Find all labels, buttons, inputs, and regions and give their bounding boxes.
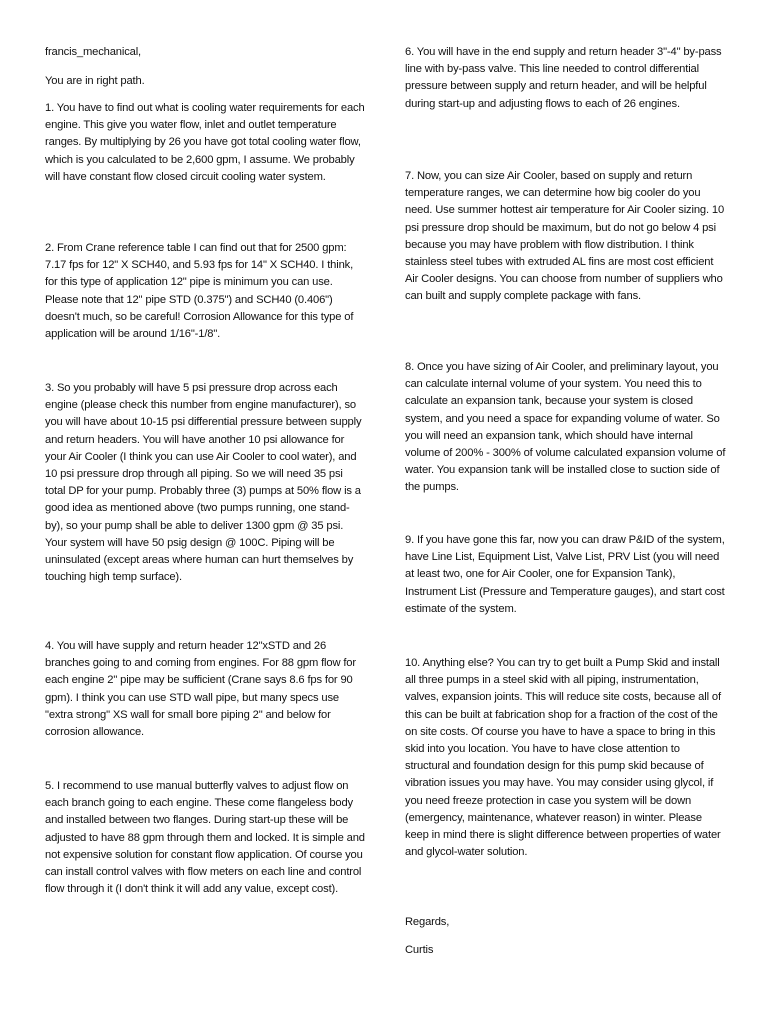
signature: Curtis	[405, 944, 434, 956]
point-5: 5. I recommend to use manual butterfly valves to adjust flow on each branch going to each engine. These come flangeless body and installed between two flanges. During start-up these will be adjusted to have 88 gpm through them and locked. It is simple and not expensive solution for constant flow application. Of course you can install control valves with flow meters on each line and control flow through it (I don't think it will add any value, except cost).	[45, 780, 365, 896]
point-4: 4. You will have supply and return header 12"xSTD and 26 branches going to and coming from engines. For 88 gpm flow for each engine 2" pipe may be sufficient (Crane says 8.6 fps for 90 gpm). I think you can use STD wall pipe, but many specs use "extra strong" XS wall for small bore piping 2" and below for corrosion allowance.	[45, 640, 356, 739]
point-8: 8. Once you have sizing of Air Cooler, and preliminary layout, you can calculate internal volume of your system. You need this to calculate an expansion tank, because your system is closed system, and you need a space for expanding volume of water. So you will need an expansion tank, which should have internal volume of 200% - 300% of volume calculated expansion volume of water. You expansion tank will be installed close to suction side of the pumps.	[405, 361, 726, 494]
point-1: 1. You have to find out what is cooling water requirements for each engine. This give you water flow, inlet and outlet temperature ranges. By multiplying by 26 you have got total cooling water flow, which is you calculated to be 2,600 gpm, I assume. We probably will have constant flow closed circuit cooling water system.	[45, 102, 365, 183]
greeting: francis_mechanical,	[45, 46, 142, 58]
closing: Regards,	[405, 916, 450, 928]
point-6: 6. You will have in the end supply and return header 3"-4" by-pass line with by-pass valve. This line needed to control differential pressure between supply and return header, and will be helpful during start-up and adjusting flows to each of 26 engines.	[405, 46, 722, 110]
point-2: 2. From Crane reference table I can find out that for 2500 gpm: 7.17 fps for 12" X SCH40, and 5.93 fps for 14" X SCH40. I think, for this type of application 12" pipe is minimum you can use. Please note that 12" pipe STD (0.375") and SCH40 (0.406") doesn't much, so be careful! Corrosion Allowance for this type of application will be around 1/16"-1/8".	[45, 242, 354, 341]
point-9: 9. If you have gone this far, now you can draw P&ID of the system, have Line List, Equipment List, Valve List, PRV List (you will need at least two, one for Air Cooler, one for Expansion Tank), Instrument List (Pressure and Temperature gauges), and start cost estimate of the system.	[405, 534, 725, 615]
point-3: 3. So you probably will have 5 psi pressure drop across each engine (please check this number from engine manufacturer), so you will have about 10-15 psi differential pressure between supply and return headers. You will have another 10 psi allowance for your Air Cooler (I think you can use Air Cooler to cool water), and 10 psi pressure drop through all piping. So we will need 35 psi total DP for your pump. Probably three (3) pumps at 50% flow is a good idea as mentioned above (two pumps running, one stand-by), so your pump shall be able to deliver 1300 gpm @ 35 psi. Your system will have 50 psig design @ 100C. Piping will be uninsulated (except areas where human can hurt themselves by touching high temp surface).	[45, 382, 362, 584]
intro-line: You are in right path.	[45, 75, 145, 87]
point-7: 7. Now, you can size Air Cooler, based on supply and return temperature ranges, we can determine how big cooler do you need. Use summer hottest air temperature for Air Cooler sizing. 10 psi pressure drop should be maximum, but do not go below 4 psi because you may have problem with flow distribution. I think stainless steel tubes with extruded AL fins are most cost efficient Air Cooler designs. You can choose from number of suppliers who can built and supply complete package with fans.	[405, 170, 725, 303]
point-10: 10. Anything else? You can try to get built a Pump Skid and install all three pumps in a steel skid with all piping, instrumentation, valves, expansion joints. This will reduce site costs, because all of this can be built at fabrication shop for a fraction of the cost of the on site costs. Of course you have to have a space to bring in this skid into you location. You have to have close attention to structural and foundation design for this pump skid because of vibration issues you may have. You may consider using glycol, if you need freeze protection in case you system will be down (emergency, maintenance, whatever reason) in winter. Please keep in mind there is slight difference between properties of water and glycol-water solution.	[405, 657, 721, 859]
